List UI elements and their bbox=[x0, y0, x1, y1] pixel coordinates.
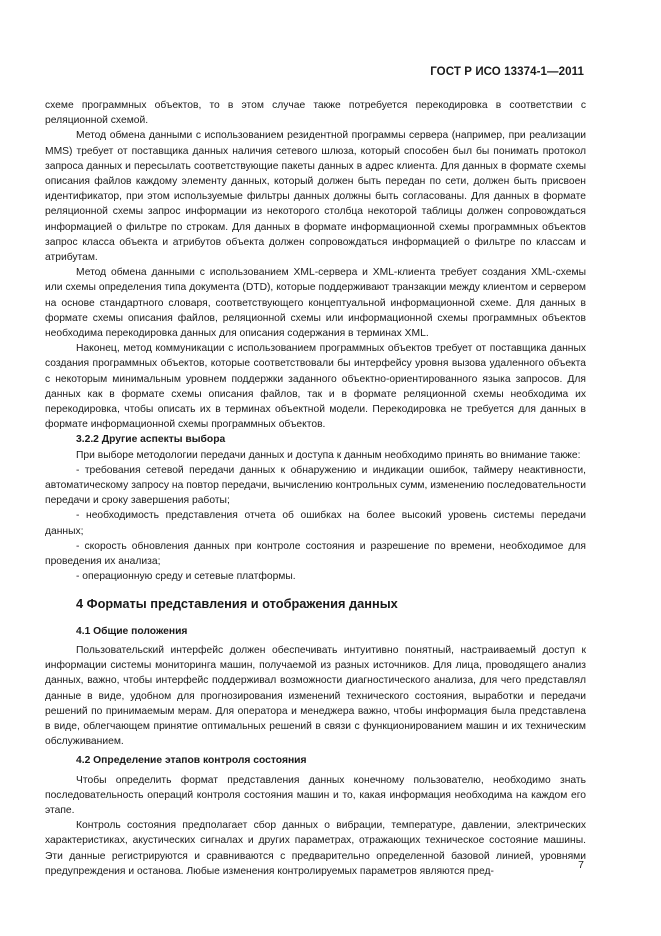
paragraph: Наконец, метод коммуникации с использованием программных объектов требует от поставщика данных создания программных объектов, которые соответствовали бы интерфейсу уровня вызова удаленного объекта с некоторым минимальным уровнем поддержки заданного объектно-ориентированного языка запросов. Для данных как в формате схемы описания файлов, так и в формате реляционной схемы необходима их перекодировка, чтобы описать их в терминах объектной модели. Перекодировка не требуется для данных в формате информационной схемы программных объектов. bbox=[45, 343, 586, 431]
document-body bbox=[45, 98, 586, 879]
list-item: - скорость обновления данных при контроле состояния и разрешение по времени, необходимое для проведения их анализа; bbox=[45, 540, 586, 568]
subsection-heading-4-1: 4.1 Общие положения bbox=[76, 625, 188, 637]
paragraph: Пользовательский интерфейс должен обеспечивать интуитивно понятный, настраиваемый доступ к информации системы мониторинга машин, получаемой из разных источников. Для лица, проводящего анализ данных, важно, чтобы интерфейс поддерживал возможности диагностического анализа, для чего представлял данные в виде, удобном для прогнозирования изменений технического состояния, выработки и передачи решений по принимаемым мерам. Для оператора и менеджера важно, чтобы информация была представлена в виде, облегчающем принятие оптимальных решений в связи с функционированием машин и их техническим обслуживанием. bbox=[45, 644, 586, 748]
paragraph: Метод обмена данными с использованием XML-сервера и XML-клиента требует создания XML-схемы или схемы определения типа документа (DTD), которые поддерживают транзакции между клиентом и сервером на основе стандартного словаря, соответствующего концептуальной информационной схеме. Для данных в формате схемы описания файлов, реляционной схемы или информационной схемы программных объектов необходима перекодировка данных для описания содержания в терминах XML. bbox=[45, 267, 586, 340]
paragraph: схеме программных объектов, то в этом случае также потребуется перекодировка в соответствии с реляционной схемой. bbox=[45, 100, 586, 127]
list-item: - требования сетевой передачи данных к обнаружению и индикации ошибок, таймеру неактивности, автоматическому запросу на повтор передачи, вычислению контрольных сумм, изменению последовательности передачи и сроку завершения работы; bbox=[45, 464, 586, 507]
paragraph: Контроль состояния предполагает сбор данных о вибрации, температуре, давлении, электрических характеристиках, акустических сигналах и других параметрах, отражающих техническое состояние машины. Эти данные регистрируются и сравниваются с предварительно определенной базовой линией, уровнями предупреждения и останова. Любые изменения контролируемых параметров являются пред- bbox=[45, 820, 586, 877]
section-heading-4: 4 Форматы представления и отображения данных bbox=[76, 595, 398, 611]
subsection-heading-3-2-2: 3.2.2 Другие аспекты выбора bbox=[76, 434, 226, 446]
list-item: - операционную среду и сетевые платформы. bbox=[76, 571, 296, 583]
subsection-heading-4-2: 4.2 Определение этапов контроля состояния bbox=[76, 755, 307, 767]
paragraph: При выборе методологии передачи данных и доступа к данным необходимо принять во внимание также: bbox=[76, 449, 581, 461]
document-header: ГОСТ Р ИСО 13374-1—2011 bbox=[430, 66, 584, 78]
paragraph: Чтобы определить формат представления данных конечному пользователю, необходимо знать последовательность операций контроля состояния машин и то, какая информация необходима на каждом его этапе. bbox=[45, 774, 586, 816]
list-item: - необходимость представления отчета об ошибках на более высокий уровень системы передачи данных; bbox=[45, 510, 586, 537]
page-number: 7 bbox=[578, 859, 584, 871]
paragraph: Метод обмена данными с использованием резидентной программы сервера (например, при реализации MMS) требует от поставщика данных наличия сетевого шлюза, который способен был бы понимать протокол запроса данных и пересылать соответствующие пакеты данных в адрес клиента. Для данных в формате схемы описания файлов каждому элементу данных, который должен быть передан по сети, должен быть присвоен идентификатор, при этом используемые фильтры данных должны быть согласованы. Для данных в формате реляционной схемы запрос информации из некоторого столбца некоторой таблицы должен сопровождаться информацией о фильтре по строкам. Для данных в формате информационной схемы программных объектов запрос класса объекта и атрибутов объекта должен сопровождаться информацией о фильтре по классам и атрибутам. bbox=[45, 130, 586, 264]
